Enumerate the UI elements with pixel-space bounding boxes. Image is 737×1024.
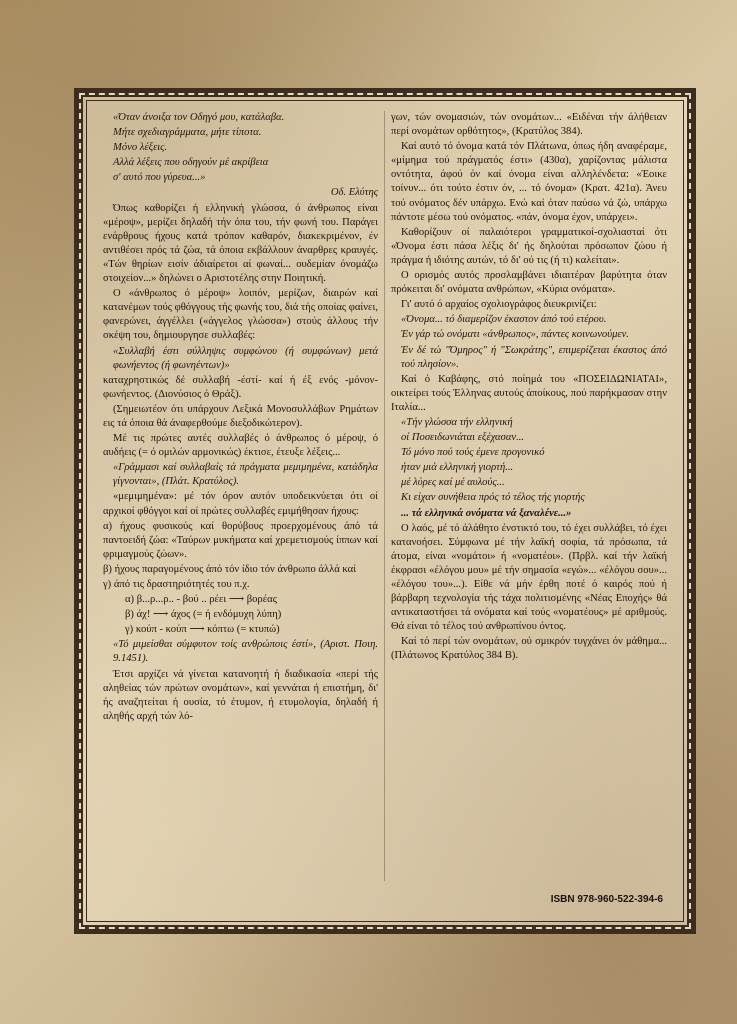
paragraph: Καί ό Καβάφης, στό ποίημά του «ΠΟΣΕΙΔΩΝΙΑΤΑΙ», οικτείρει τούς Έλληνας αυτούς άποίκους, πού παρήκμασαν στην Ιταλία... [391,373,667,413]
paragraph: Έτσι αρχίζει νά γίνεται κατανοητή ή διαδικασία «περί τής αληθείας τών πρώτων ονομάτων», καί γεννάται ή επιστήμη, δι' ής αναζητείται ή ουσία, τό έτυμον, ή ετυμολογία, δηλαδή ή αληθής αρχή τών λό- [103,668,378,722]
paragraph: α) β...ρ...ρ.. - βού .. ρέει ⟶ βορέας [125,594,277,606]
isbn-label: ISBN 978-960-522-394-6 [550,894,663,905]
paragraph: Ο ορισμός αυτός προσλαμβάνει ιδιαιτέραν βαρύτητα όταν πρόκειται δι' ονόματα ανθρώπων, «Κύρια ονόματα». [391,270,667,296]
paragraph: Οδ. Ελύτης [330,187,378,199]
paragraph: γ) κούπ - κούπ ⟶ κόπτω (= κτυπώ) [125,624,280,636]
paragraph: γ) άπό τις δραστηριότητές του π.χ. [103,579,250,590]
paragraph: Ο «άνθρωπος ό μέροψ» λοιπόν, μερίζων, διαιρών καί κατανέμων τούς φθόγγους τής φωνής του, διά τής οποίας φαίνει, φανερώνει, άγγέλλει («άγγελος γλώσσα») στούς άλλους τήν σκέψη του, δημιουργησε συλλαβές: [103,288,378,342]
paragraph: «Συλλαβή έστι σύλληψις συμφώνου (ή συμφώνων) μετά φωνήεντος (ή φωνηέντων)» [113,345,378,371]
paragraph: Έν γάρ τώ ονόματι «άνθρωπος», πάντες κοινωνούμεν. [401,329,629,341]
paragraph: Έν δέ τώ "Όμηρος" ή "Σωκράτης", επιμερίζεται έκαστος άπό τού πλησίον». [401,344,667,370]
paragraph: Τό μόνο πού τούς έμενε προγονικό [401,447,545,459]
paragraph: Καί αυτό τό όνομα κατά τόν Πλάτωνα, όπως ήδη αναφέραμε, «μίμημα τού πράγματός έστι» (430α), χαρίζοντας μάλιστα οντότητα, άφού όν καί όνομα είναι αλληλένδετα: «Έοικε τοίνυν... ότι τούτο έστιν όν, ... τό όνομα» (Κρατ. 421α). Άνευ τού ονόματος δέν υπάρχω. Ενώ καί όταν παύσω νά ζώ, υπάρχω πάντοτε μέσω τού ονόματος. «πάν, όνομα έχον, υπάρχει». [391,141,667,223]
paragraph: Μήτε σχεδιαγράμματα, μήτε τίποτα. [113,127,262,139]
right-column [385,111,673,881]
paragraph: Μέ τις πρώτες αυτές συλλαβές ό άνθρωπος ό μέροψ, ό αυδήεις (= ό ομιλών αρμονικώς) έκτισε, έτευξε λέξεις... [103,433,378,459]
paragraph: Ο λαός, μέ τό άλάθητο ένστικτό του, τό έχει συλλάβει, τό έχει κατανοήσει. Σύμφωνα μέ τήν λαϊκή σοφία, τά πρόσωπα, τά άτομα, είναι «νομάτοι» ή «νοματέοι». (Πρβλ. καί τήν λαϊκή έκφρασι «έλόγου μου» μέ τήν σημασία «εγώ»... «έλόγου σου»... «έλόγου του»...). Είθε νά μήν έρθη ποτέ ό καιρός πού ή βάρβαρη τεχνολογία τής τάχα πολιτισμένης «Νέας Εποχής» θά αντικαταστήσει τά ονόματα καί τούς «νοματέους» μέ αριθμούς. Θά είναι τό τέλος τού ανθρωπίνου όντος. [391,522,667,633]
paragraph: «Όταν άνοιξα τον Οδηγό μου, κατάλαβα. [113,112,285,123]
paragraph: Μόνο λέξεις. [113,142,168,154]
paragraph: «Όνομα... τό διαμερίζον έκαστον άπό τού ετέρου. [401,314,607,326]
paragraph: «Τήν γλώσσα τήν ελληνική [401,416,513,428]
paragraph: (Σημειωτέον ότι υπάρχουν Λεξικά Μονοσυλλάβων Ρημάτων εις τά όποια θά άναφερθούμε διεξοδικώτερον). [103,403,378,429]
paragraph: Αλλά λέξεις που οδηγούν μέ ακρίβεια [113,157,269,169]
paragraph: γων, τών ονομασιών, τών ονομάτων... «Ειδέναι τήν άλήθειαν περί ονομάτων ορθότητος», (Κρατύλος 384). [391,112,667,138]
paragraph: ... τά ελληνικά ονόματα νά ξαναλένε...» [401,507,572,519]
text-columns [97,111,673,881]
paragraph: Καί τό περί τών ονομάτων, ού σμικρόν τυγχάνει όν μάθημα... (Πλάτωνος Κρατύλος 384 Β). [391,636,667,662]
paragraph: καταχρηστικώς δέ συλλαβή -έστί- καί ή έξ ενός -μόνον- φωνήεντος. (Διονύσιος ό Θράξ). [103,374,378,400]
paragraph: Γι' αυτό ό αρχαίος σχολιογράφος διευκρινίζει: [401,299,597,311]
paragraph: α) ήχους φυσικούς καί θορύβους προερχομένους άπό τά παντοειδή ζώα: «Ταύρων μυκήματα καί χρεμετισμούς ίππων καί φριμαγμούς ζώων». [103,520,378,560]
paragraph: Καθορίζουν οί παλαιότεροι γραμματικοί-σχολιασταί ότι «Όνομα έστι πάσα λέξις δι' ής δηλούται πρόσωπον ζώου ή πράγμα ή ιδιότης αυτών, τό δι' ού τις (ή τι) καλείται». [391,226,667,266]
paragraph: ήταν μιά ελληνική γιορτή... [401,462,514,474]
paragraph: β) ήχους παραγομένους άπό τόν ίδιο τόν άνθρωπο άλλά καί [103,563,357,575]
paragraph: «Γράμμασι καί συλλαβαίς τά πράγματα μεμιμημένα, κατάδηλα γίγνονται», (Πλάτ. Κρατύλος). [113,462,378,488]
paragraph: Όπως καθορίζει ή ελληνική γλώσσα, ό άνθρωπος είναι «μέροψ», μερίζει δηλαδή τήν όπα του, τήν φωνή του. Παράγει ενάρθρους ήχους κατά τρόπον καθαρόν, διακεκριμένον, έν αντιθέσει πρός τά ζώα, τά όποια εκβάλλουν άναρθρες κραυγές. «Τών θηρίων εισίν άδιαίρετοι αί φωναί... ουδεμίαν όνομάζω στοιχείον...» δηλώνει ο Αριστοτέλης στην Ποιητική. [103,202,378,285]
paragraph: Κι είχαν συνήθεια πρός τό τέλος τής γιορτής [401,492,585,504]
paragraph: β) άχ! ⟶ άχος (= ή ενδόμυχη λύπη) [125,609,282,621]
left-column [97,111,385,881]
paragraph: μέ λύρες καί μέ αυλούς... [401,477,505,489]
paragraph: «Τό μιμείσθαι σύμφυτον τοίς ανθρώποις έστί», (Αριστ. Ποιη. 9.1451). [113,639,378,665]
paragraph: «μεμιμημένα»: μέ τόν όρον αυτόν υποδεικνύεται ότι οί αρχικοί φθόγγοι καί οί πρώτες συλλαβές εμιμήθησαν ήχους: [103,491,378,517]
paragraph: σ' αυτό που γύρευα...» [113,172,206,184]
paragraph: οί Ποσειδωνιάται εξέχασαν... [401,432,525,444]
meander-border-frame [74,88,696,934]
